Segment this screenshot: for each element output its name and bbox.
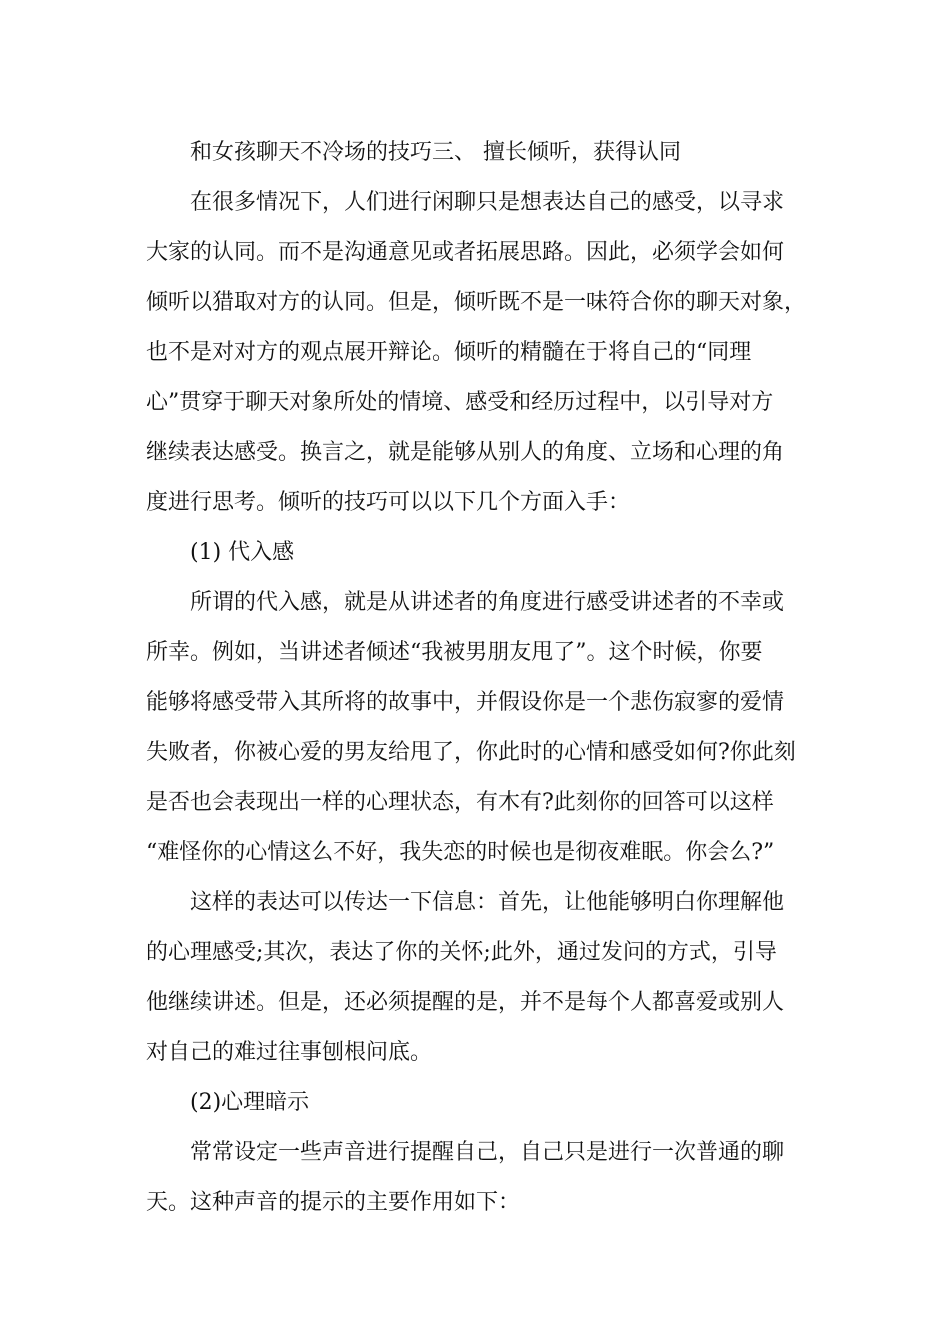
paragraph-line: 度进行思考。倾听的技巧可以以下几个方面入手： bbox=[146, 490, 631, 515]
paragraph-line: 心”贯穿于聊天对象所处的情境、感受和经历过程中，以引导对方 bbox=[146, 390, 774, 415]
paragraph-line: 的心理感受;其次，表达了你的关怀;此外，通过发问的方式，引导 bbox=[146, 940, 777, 965]
paragraph-line: 是否也会表现出一样的心理状态，有木有?此刻你的回答可以这样 bbox=[146, 790, 774, 815]
subheading-2: (2)心理暗示 bbox=[190, 1090, 310, 1115]
paragraph-line: “难怪你的心情这么不好，我失恋的时候也是彻夜难眠。你会么?” bbox=[146, 840, 775, 865]
paragraph-line: 对自己的难过往事刨根问底。 bbox=[146, 1040, 433, 1065]
paragraph-line: 这样的表达可以传达一下信息：首先，让他能够明白你理解他 bbox=[190, 890, 785, 915]
paragraph-line: 在很多情况下，人们进行闲聊只是想表达自己的感受，以寻求 bbox=[190, 190, 785, 215]
paragraph-line: 他继续讲述。但是，还必须提醒的是，并不是每个人都喜爱或别人 bbox=[146, 990, 785, 1015]
paragraph-line: 失败者，你被心爱的男友给甩了，你此时的心情和感受如何?你此刻 bbox=[146, 740, 796, 765]
paragraph-line: 也不是对对方的观点展开辩论。倾听的精髓在于将自己的“同理 bbox=[146, 340, 752, 365]
paragraph-line: 天。这种声音的提示的主要作用如下： bbox=[146, 1190, 521, 1215]
paragraph-line: 所谓的代入感，就是从讲述者的角度进行感受讲述者的不幸或 bbox=[190, 590, 785, 615]
paragraph-line: 常常设定一些声音进行提醒自己，自己只是进行一次普通的聊 bbox=[190, 1140, 785, 1165]
paragraph-line: 继续表达感受。换言之，就是能够从别人的角度、立场和心理的角 bbox=[146, 440, 785, 465]
paragraph-line: 能够将感受带入其所将的故事中，并假设你是一个悲伤寂寥的爱情 bbox=[146, 690, 785, 715]
subheading-1: (1) 代入感 bbox=[190, 540, 295, 565]
paragraph-line: 倾听以猎取对方的认同。但是，倾听既不是一味符合你的聊天对象， bbox=[146, 290, 807, 315]
paragraph-line: 所幸。例如，当讲述者倾述“我被男朋友甩了”。这个时候，你要 bbox=[146, 640, 763, 665]
paragraph-line: 大家的认同。而不是沟通意见或者拓展思路。因此，必须学会如何 bbox=[146, 240, 785, 265]
section-heading: 和女孩聊天不冷场的技巧三、 擅长倾听，获得认同 bbox=[190, 140, 681, 165]
